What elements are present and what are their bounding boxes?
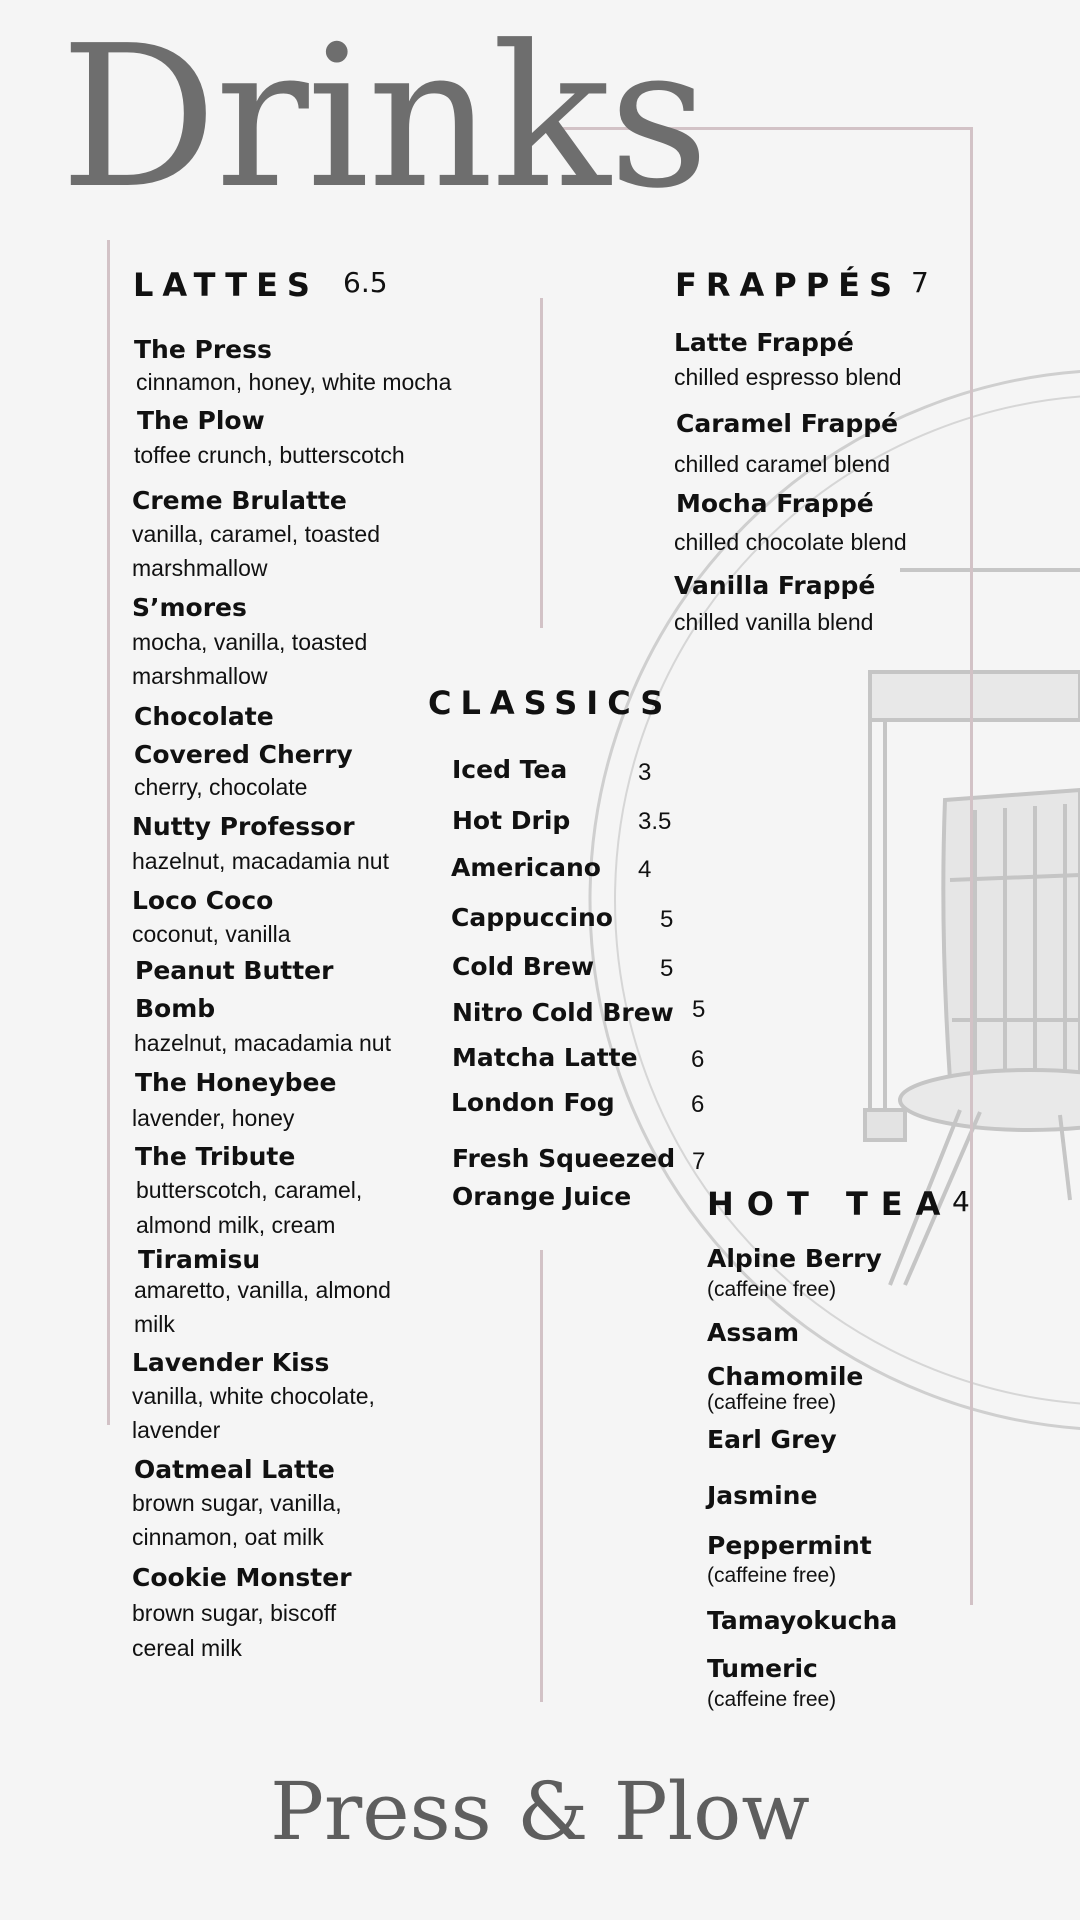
item-name: Bomb bbox=[135, 994, 216, 1023]
item-name: Cold Brew bbox=[452, 952, 595, 981]
item-name: The Honeybee bbox=[135, 1068, 337, 1097]
item-price: 4 bbox=[638, 856, 652, 883]
item-name: Nutty Professor bbox=[132, 812, 355, 841]
item-desc: brown sugar, vanilla, bbox=[132, 1490, 342, 1516]
item-desc: cinnamon, honey, white mocha bbox=[136, 369, 452, 395]
item-desc: almond milk, cream bbox=[136, 1212, 336, 1238]
item-price: 3 bbox=[638, 759, 652, 786]
item-desc: marshmallow bbox=[132, 555, 268, 581]
item-note: (caffeine free) bbox=[707, 1564, 837, 1587]
item-desc: mocha, vanilla, toasted bbox=[132, 629, 368, 655]
item-name: Tamayokucha bbox=[707, 1606, 898, 1635]
item-name: Chamomile bbox=[707, 1362, 864, 1391]
item-desc: brown sugar, biscoff bbox=[132, 1600, 337, 1626]
item-name: Covered Cherry bbox=[134, 740, 353, 769]
item-desc: lavender, honey bbox=[132, 1105, 295, 1131]
item-desc: chilled vanilla blend bbox=[674, 609, 874, 635]
item-price: 6 bbox=[691, 1091, 705, 1118]
item-desc: hazelnut, macadamia nut bbox=[134, 1030, 391, 1056]
item-note: (caffeine free) bbox=[707, 1391, 837, 1414]
item-name: Americano bbox=[451, 853, 601, 882]
item-name: Assam bbox=[707, 1318, 800, 1347]
column-divider-upper bbox=[540, 298, 543, 628]
item-desc: chilled espresso blend bbox=[674, 364, 902, 390]
item-name: Tumeric bbox=[707, 1654, 818, 1683]
item-name: Peanut Butter bbox=[135, 956, 334, 985]
frame-left-line bbox=[107, 240, 110, 1425]
item-desc: marshmallow bbox=[132, 663, 268, 689]
item-name: Lavender Kiss bbox=[132, 1348, 330, 1377]
frame-right-line bbox=[970, 127, 973, 1605]
item-desc: cherry, chocolate bbox=[134, 774, 308, 800]
item-name: S’mores bbox=[132, 593, 247, 622]
item-name: Matcha Latte bbox=[452, 1043, 638, 1072]
item-name: Cappuccino bbox=[451, 903, 613, 932]
item-name: The Press bbox=[134, 335, 272, 364]
item-desc: chilled chocolate blend bbox=[674, 529, 907, 555]
item-name: Orange Juice bbox=[452, 1182, 632, 1211]
item-name: Peppermint bbox=[707, 1531, 872, 1560]
item-name: Creme Brulatte bbox=[132, 486, 347, 515]
item-desc: vanilla, white chocolate, bbox=[132, 1383, 375, 1409]
item-name: Tiramisu bbox=[138, 1245, 261, 1274]
brand-name: Press & Plow bbox=[270, 1765, 810, 1858]
item-name: Fresh Squeezed bbox=[452, 1144, 676, 1173]
item-desc: coconut, vanilla bbox=[132, 921, 291, 947]
item-price: 3.5 bbox=[638, 808, 672, 835]
item-name: The Tribute bbox=[135, 1142, 296, 1171]
item-name: Vanilla Frappé bbox=[674, 571, 876, 600]
item-note: (caffeine free) bbox=[707, 1688, 837, 1711]
item-name: Chocolate bbox=[134, 702, 274, 731]
item-name: London Fog bbox=[451, 1088, 615, 1117]
section-heading: FRAPPÉS bbox=[675, 266, 902, 304]
item-desc: chilled caramel blend bbox=[674, 451, 891, 477]
section-price: 4 bbox=[952, 1185, 970, 1218]
item-name: Mocha Frappé bbox=[676, 489, 874, 518]
item-name: Iced Tea bbox=[452, 755, 568, 784]
item-price: 5 bbox=[660, 955, 674, 982]
section-price: 6.5 bbox=[343, 266, 388, 299]
item-note: (caffeine free) bbox=[707, 1278, 837, 1301]
item-desc: lavender bbox=[132, 1417, 221, 1443]
item-price: 6 bbox=[691, 1046, 705, 1073]
column-divider-lower bbox=[540, 1250, 543, 1702]
item-name: Nitro Cold Brew bbox=[452, 998, 674, 1027]
section-price: 7 bbox=[911, 266, 929, 299]
item-name: Caramel Frappé bbox=[676, 409, 899, 438]
menu-title: Drinks bbox=[60, 4, 708, 232]
item-price: 5 bbox=[692, 996, 706, 1023]
section-heading: LATTES bbox=[133, 266, 319, 304]
item-desc: milk bbox=[134, 1311, 175, 1337]
item-desc: amaretto, vanilla, almond bbox=[134, 1277, 391, 1303]
item-name: Latte Frappé bbox=[674, 328, 854, 357]
item-desc: cereal milk bbox=[132, 1635, 242, 1661]
item-desc: vanilla, caramel, toasted bbox=[132, 521, 381, 547]
item-name: Oatmeal Latte bbox=[134, 1455, 335, 1484]
item-name: Earl Grey bbox=[707, 1425, 837, 1454]
item-price: 7 bbox=[692, 1148, 706, 1175]
item-name: Jasmine bbox=[707, 1481, 818, 1510]
item-desc: toffee crunch, butterscotch bbox=[134, 442, 405, 468]
item-name: Alpine Berry bbox=[707, 1244, 882, 1273]
item-name: The Plow bbox=[137, 406, 265, 435]
item-desc: butterscotch, caramel, bbox=[136, 1177, 363, 1203]
item-name: Hot Drip bbox=[452, 806, 571, 835]
item-desc: cinnamon, oat milk bbox=[132, 1524, 324, 1550]
item-price: 5 bbox=[660, 906, 674, 933]
item-name: Loco Coco bbox=[132, 886, 274, 915]
section-heading: CLASSICS bbox=[428, 684, 673, 722]
section-heading: HOT TEA bbox=[707, 1185, 954, 1223]
item-desc: hazelnut, macadamia nut bbox=[132, 848, 389, 874]
item-name: Cookie Monster bbox=[132, 1563, 352, 1592]
